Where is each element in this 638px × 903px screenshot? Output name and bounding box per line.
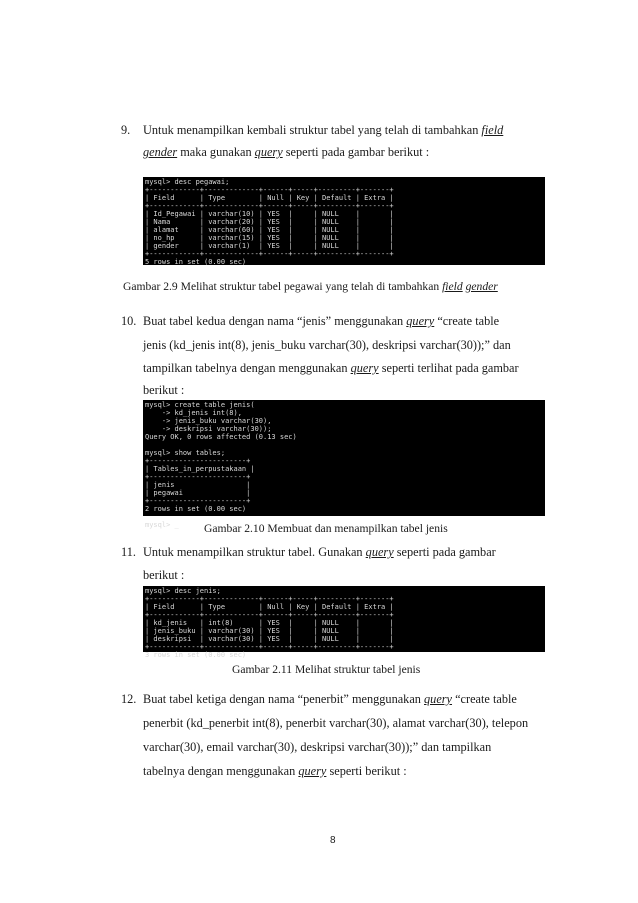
query-term: query	[365, 545, 394, 559]
item-10-line-1	[143, 314, 499, 328]
text-run: seperti pada gambar	[393, 545, 496, 559]
item-10-number: 10.	[121, 314, 137, 328]
query-term: query	[406, 314, 435, 328]
gender-term: gender	[143, 145, 178, 159]
item-12-line-3: varchar(30), email varchar(30), deskripsi varchar(30));” dan tampilkan	[143, 740, 492, 754]
text-run: tabelnya dengan menggunakan	[143, 764, 299, 778]
item-9-line-1	[143, 123, 503, 137]
gender-term: gender	[465, 280, 498, 293]
text-run: seperti berikut :	[326, 764, 407, 778]
terminal-text: mysql> desc pegawai; +------------+-------------+------+-----+---------+-------+ | Field | Type | Null | Key | Default | Extra | +------------+-------------+------+-----+---------+-------+ | Id_Pegawai | varchar(10) | YES | | NULL | | | Nama | varchar(20) | YES | | NULL | | | alamat | varchar(60) | YES | | NULL | | | no_hp | varchar(15) | YES | | NULL | | | gender | varchar(1) | YES | | NULL | | +------------+-------------+------+-----+---------+-------+ 5 rows in set (0.00 sec)	[145, 178, 394, 266]
item-10-line-4: berikut :	[143, 383, 185, 397]
field-term: field	[442, 280, 463, 293]
item-9-number: 9.	[121, 123, 131, 137]
item-12-line-4	[143, 764, 407, 778]
terminal-desc-pegawai	[143, 177, 545, 265]
item-11-line-2: berikut :	[143, 568, 185, 582]
item-9-line-2	[143, 145, 429, 159]
query-term: query	[254, 145, 283, 159]
item-12-number: 12.	[121, 692, 137, 706]
item-12-line-1	[143, 692, 517, 706]
item-11-line-1	[143, 545, 496, 559]
terminal-text: mysql> create table jenis( -> kd_jenis int(8), -> jenis_buku varchar(30), -> deskripsi varchar(30)); Query OK, 0 rows affected (0.13 sec) mysql> show tables; +-----------------------+ | Tables_in_perpustakaan | +-----------------------+ | jenis | | pegawai | +-----------------------+ 2 rows in set (0.00 sec) mysql> _	[145, 401, 297, 529]
text-run: Untuk menampilkan struktur tabel. Gunakan	[143, 545, 366, 559]
text-run: seperti pada gambar berikut :	[282, 145, 430, 159]
text-run: maka gunakan	[177, 145, 255, 159]
text-run: “create table	[452, 692, 517, 706]
item-10-line-2: jenis (kd_jenis int(8), jenis_buku varchar(30), deskripsi varchar(30));” dan	[143, 338, 511, 352]
text-run: “create table	[434, 314, 500, 328]
text-run: Buat tabel kedua dengan nama “jenis” menggunakan	[143, 314, 407, 328]
field-term: field	[481, 123, 504, 137]
query-term: query	[350, 361, 379, 375]
terminal-desc-jenis	[143, 586, 545, 659]
caption-2-11: Gambar 2.11 Melihat struktur tabel jenis	[232, 663, 421, 676]
text-run: tampilkan tabelnya dengan menggunakan	[143, 361, 351, 375]
item-10-line-3	[143, 361, 519, 375]
query-term: query	[298, 764, 327, 778]
item-11-number: 11.	[121, 545, 136, 559]
item-12-line-2: penerbit (kd_penerbit int(8), penerbit varchar(30), alamat varchar(30), telepon	[143, 716, 529, 730]
text-run: Untuk menampilkan kembali struktur tabel yang telah di tambahkan	[143, 123, 482, 137]
text-run: Buat tabel ketiga dengan nama “penerbit” menggunakan	[143, 692, 425, 706]
caption-text: Gambar 2.9 Melihat struktur tabel pegawai yang telah di tambahkan	[123, 280, 443, 293]
query-term: query	[424, 692, 453, 706]
caption-2-10: Gambar 2.10 Membuat dan menampilkan tabel jenis	[204, 522, 448, 535]
page-number: 8	[330, 835, 336, 846]
terminal-text: mysql> desc jenis; +------------+-------------+------+-----+---------+-------+ | Field | Type | Null | Key | Default | Extra | +------------+-------------+------+-----+---------+-------+ | kd_jenis | int(8) | YES | | NULL | | | jenis_buku | varchar(30) | YES | | NULL | | | deskripsi | varchar(30) | YES | | NULL | | +------------+-------------+------+-----+---------+-------+ 3 rows in set (0.00 sec)	[145, 587, 394, 659]
text-run: seperti terlihat pada gambar	[378, 361, 519, 375]
caption-2-9	[123, 280, 498, 294]
